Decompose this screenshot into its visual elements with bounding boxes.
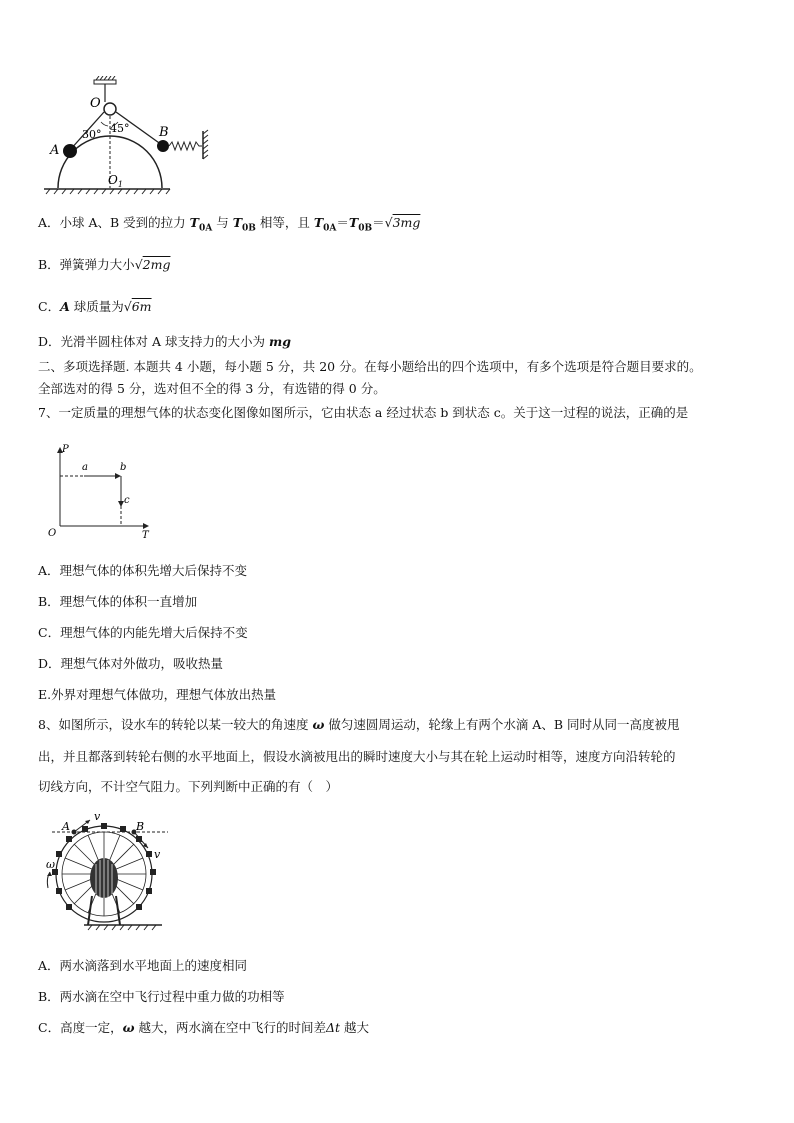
q6-option-b: B．弹簧弹力大小√2mg: [38, 257, 171, 272]
drop-b-label: B: [136, 820, 145, 833]
label-O: O: [90, 96, 101, 111]
angle-45: 45°: [110, 122, 130, 135]
section2-line1: 二、多项选择题. 本题共 4 小题，每小题 5 分，共 20 分。在每小题给出的四个选项中，有多个选项是符合题目要求的。: [38, 359, 702, 374]
label-A: A: [50, 143, 60, 158]
q7-option-a: A．理想气体的体积先增大后保持不变: [38, 563, 248, 578]
q7-stem: 7、一定质量的理想气体的状态变化图像如图所示，它由状态 a 经过状态 b 到状态 c。关于这一过程的说法，正确的是: [38, 405, 689, 420]
axis-p-label: P: [62, 444, 69, 455]
q7-option-c: C．理想气体的内能先增大后保持不变: [38, 625, 248, 640]
drop-a-label: A: [62, 820, 70, 833]
omega-label: ω: [46, 858, 55, 871]
q7-option-d: D．理想气体对外做功，吸收热量: [38, 656, 224, 671]
state-c-label: c: [124, 495, 130, 506]
q8-stem-line2: 出，并且都落到转轮右侧的水平地面上，假设水滴被甩出的瞬时速度大小与其在轮上运动时相等，速度方向沿转轮的: [38, 749, 676, 764]
angle-30: 30°: [82, 128, 102, 141]
velocity-v-b: v: [154, 848, 161, 861]
q6-option-c: C．A 球质量为√6m: [38, 299, 152, 314]
label-O1: $O_1$: [108, 173, 123, 189]
section2-line2: 全部选对的得 5 分，选对但不全的得 3 分，有选错的得 0 分。: [38, 381, 386, 396]
velocity-v-a: v: [94, 810, 101, 823]
q8-stem-line3: 切线方向，不计空气阻力。下列判断中正确的有（ ）: [38, 779, 339, 794]
origin-label: O: [48, 528, 57, 539]
q7-pt-graph: [44, 440, 164, 540]
q6-option-d: D．光滑半圆柱体对 A 球支持力的大小为 mg: [38, 334, 291, 349]
q8-stem-line1: 8、如图所示，设水车的转轮以某一较大的角速度 ω 做匀速圆周运动，轮缘上有两个水滴 A、B 同时从同一高度被甩: [38, 717, 680, 732]
q6-figure: [38, 76, 238, 201]
axis-t-label: T: [142, 530, 149, 540]
q8-option-b: B．两水滴在空中飞行过程中重力做的功相等: [38, 989, 285, 1004]
state-a-label: a: [82, 462, 88, 473]
q7-option-e: E.外界对理想气体做功，理想气体放出热量: [38, 687, 277, 702]
q8-waterwheel-figure: [44, 808, 174, 933]
q7-option-b: B．理想气体的体积一直增加: [38, 594, 198, 609]
q6-option-a: A．小球 A、B 受到的拉力 $T_{0A}$ 与 $T_{0B}$ 相等，且 $T_{0A}=T_{0B}=√3mg$: [38, 215, 421, 234]
q8-option-a: A．两水滴落到水平地面上的速度相同: [38, 958, 248, 973]
label-B: B: [159, 125, 169, 140]
state-b-label: b: [120, 462, 127, 473]
q8-option-c: C．高度一定，ω 越大，两水滴在空中飞行的时间差Δt 越大: [38, 1020, 370, 1035]
